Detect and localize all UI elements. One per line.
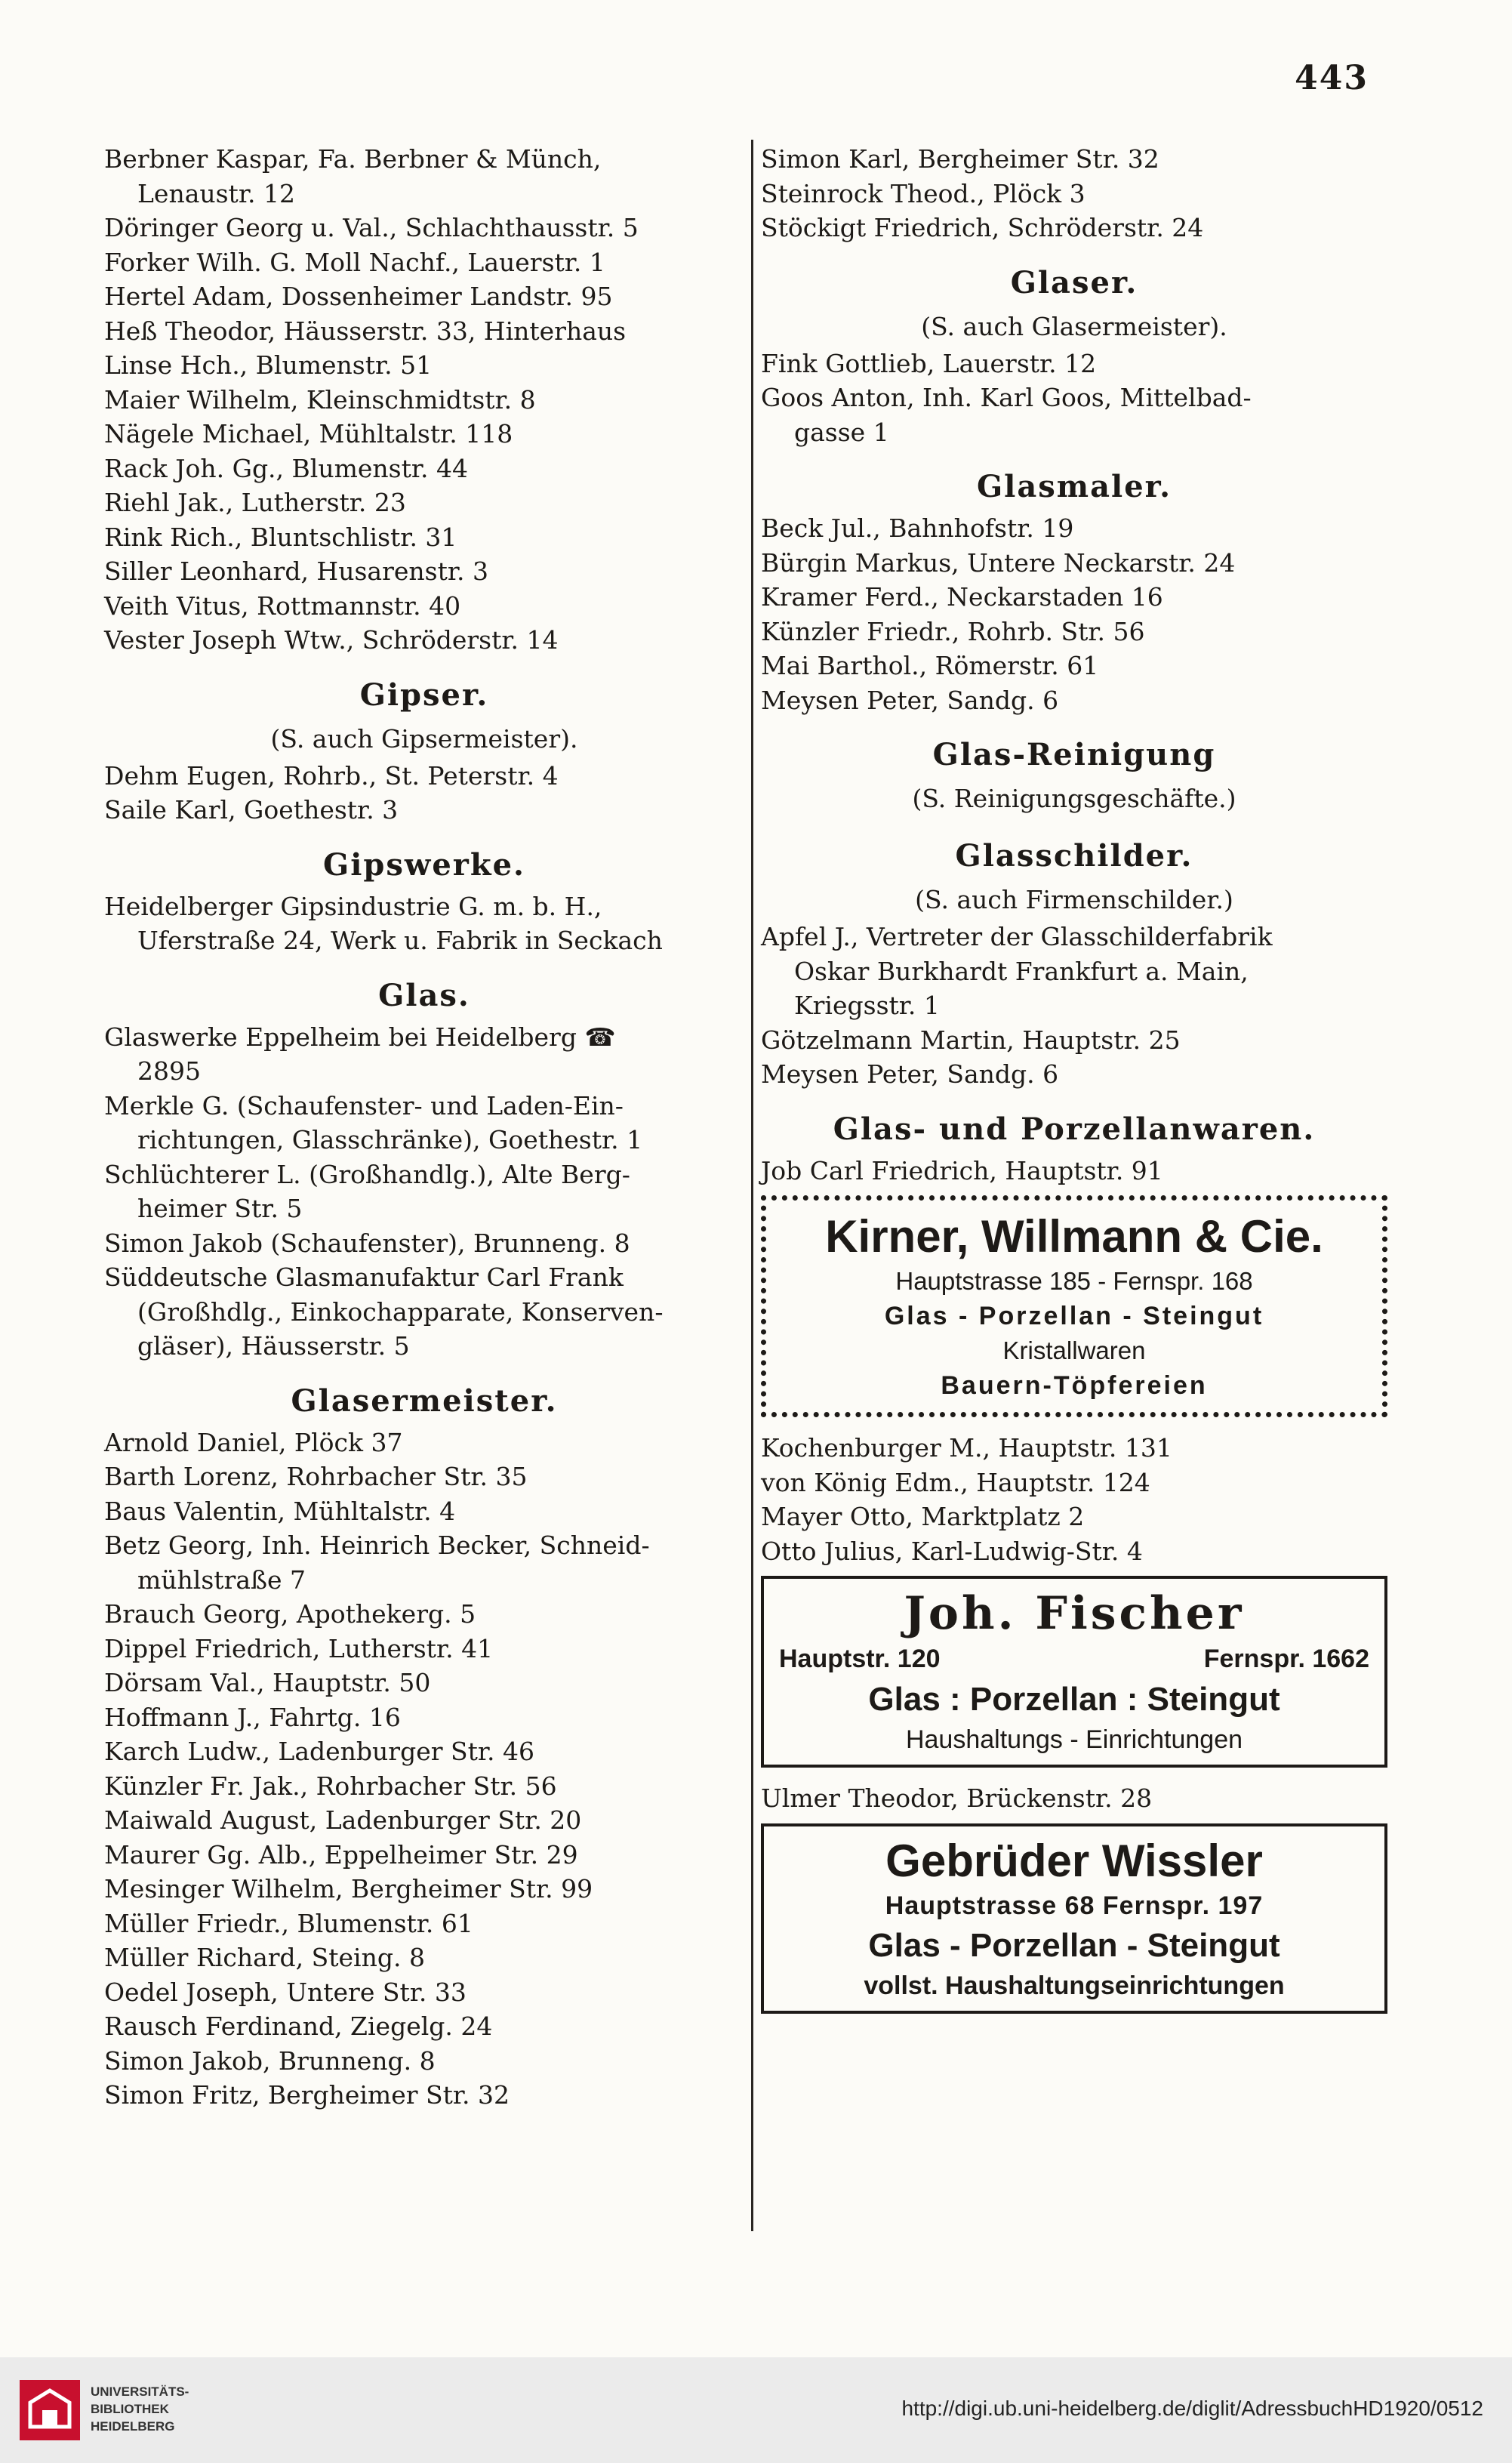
directory-entry: Kochenburger M., Hauptstr. 131	[761, 1433, 1172, 1463]
section-note: (S. auch Gipsermeister).	[270, 723, 578, 754]
spacer	[104, 658, 744, 671]
library-name-line1: UNIVERSITÄTS-	[91, 2384, 189, 2399]
directory-entry: Mayer Otto, Marktplatz 2	[761, 1502, 1085, 1531]
section-note: (S. auch Firmenschilder.)	[915, 885, 1233, 914]
directory-entry: Rausch Ferdinand, Ziegelg. 24	[104, 2011, 493, 2041]
directory-entry: Fink Gottlieb, Lauerstr. 12	[761, 348, 1097, 378]
directory-entry: Riehl Jak., Lutherstr. 23	[104, 488, 406, 517]
right-column	[761, 142, 1387, 2027]
left-column	[104, 142, 744, 2113]
directory-entry: Dehm Eugen, Rohrb., St. Peterstr. 4	[104, 760, 559, 791]
directory-entry-continuation: Lenaustr. 12	[137, 178, 295, 208]
directory-entry: Dippel Friedrich, Lutherstr. 41	[104, 1633, 494, 1663]
directory-entry: Heidelberger Gipsindustrie G. m. b. H.,	[104, 891, 602, 921]
directory-entry: Dörsam Val., Hauptstr. 50	[104, 1668, 431, 1697]
ad-kirner-address: Hauptstrasse 185 - Fernspr. 168	[895, 1267, 1253, 1295]
directory-entry: Müller Friedr., Blumenstr. 61	[104, 1908, 473, 1938]
ad-kirner-name: Kirner, Willmann & Cie.	[825, 1211, 1323, 1262]
directory-entry: Job Carl Friedrich, Hauptstr. 91	[761, 1155, 1163, 1185]
directory-entry: Otto Julius, Karl-Ludwig-Str. 4	[761, 1536, 1143, 1566]
section-heading: Glasmaler.	[976, 469, 1172, 504]
spacer	[761, 717, 1387, 731]
directory-entry: Süddeutsche Glasmanufaktur Carl Frank	[104, 1262, 624, 1292]
column-divider	[751, 140, 753, 2231]
directory-entry: Beck Jul., Bahnhofstr. 19	[761, 513, 1074, 543]
footer-bar	[0, 2357, 1512, 2463]
directory-entry: Rink Rich., Bluntschlistr. 31	[104, 522, 457, 552]
directory-entry: Heß Theodor, Häusserstr. 33, Hinterhaus	[104, 316, 627, 346]
directory-entry: Schlüchterer L. (Großhandlg.), Alte Berg-	[104, 1159, 630, 1189]
section-heading: Gipswerke.	[323, 846, 525, 883]
directory-entry: Mai Barthol., Römerstr. 61	[761, 651, 1099, 680]
directory-entry: Hoffmann J., Fahrtg. 16	[104, 1702, 401, 1732]
directory-entry: Hertel Adam, Dossenheimer Landstr. 95	[104, 282, 613, 311]
directory-entry: Döringer Georg u. Val., Schlachthausstr. 5	[104, 213, 639, 242]
spacer	[761, 245, 1387, 259]
directory-entry-continuation: richtungen, Glasschränke), Goethestr. 1	[137, 1125, 643, 1154]
ad-fischer-sub: Haushaltungs - Einrichtungen	[905, 1725, 1243, 1754]
directory-entry: Meysen Peter, Sandg. 6	[761, 685, 1059, 715]
ad-fischer-phone: Fernspr. 1662	[1203, 1645, 1369, 1673]
ad-kirner-goods: Glas - Porzellan - Steingut	[884, 1302, 1264, 1330]
directory-entry-continuation: gläser), Häusserstr. 5	[137, 1331, 410, 1361]
ad-fischer-address: Hauptstr. 120	[779, 1645, 941, 1673]
university-library-logo-icon	[20, 2380, 80, 2440]
directory-entry: Arnold Daniel, Plöck 37	[104, 1427, 403, 1457]
directory-entry-continuation: gasse 1	[794, 417, 889, 447]
spacer	[761, 1092, 1387, 1105]
directory-entry: von König Edm., Hauptstr. 124	[761, 1467, 1150, 1497]
directory-entry: Berbner Kaspar, Fa. Berbner & Münch,	[104, 144, 602, 174]
ad-wissler-name: Gebrüder Wissler	[885, 1835, 1263, 1886]
directory-entry: Goos Anton, Inh. Karl Goos, Mittelbad-	[761, 383, 1252, 412]
directory-entry: Forker Wilh. G. Moll Nachf., Lauerstr. 1	[104, 247, 605, 277]
directory-entry-continuation: Kriegsstr. 1	[794, 991, 940, 1020]
directory-entry: Simon Jakob, Brunneng. 8	[104, 2045, 436, 2076]
directory-entry: Glaswerke Eppelheim bei Heidelberg ☎	[104, 1022, 616, 1052]
directory-entry: Nägele Michael, Mühltalstr. 118	[104, 419, 513, 449]
directory-entry: Simon Karl, Bergheimer Str. 32	[761, 144, 1159, 174]
library-name-line2: BIBLIOTHEK	[91, 2402, 169, 2416]
ad-kirner-sub: Kristallwaren	[1002, 1336, 1146, 1364]
directory-entry: Meysen Peter, Sandg. 6	[761, 1059, 1059, 1089]
spacer	[761, 818, 1387, 832]
spacer	[104, 828, 744, 841]
directory-entry-continuation: Oskar Burkhardt Frankfurt a. Main,	[794, 956, 1249, 986]
page-number: 443	[1295, 59, 1369, 97]
directory-entry: Maiwald August, Ladenburger Str. 20	[104, 1805, 582, 1835]
directory-entry-continuation: mühlstraße 7	[137, 1564, 306, 1595]
section-heading: Glasermeister.	[291, 1383, 558, 1419]
spacer	[104, 958, 744, 972]
ad-wissler-address: Hauptstrasse 68 Fernspr. 197	[885, 1891, 1264, 1920]
directory-entry: Merkle G. (Schaufenster- und Laden-Ein-	[104, 1090, 624, 1121]
spacer	[104, 1364, 744, 1377]
source-url-link[interactable]: http://digi.ub.uni-heidelberg.de/diglit/AdressbuchHD1920/0512	[901, 2397, 1483, 2420]
directory-entry: Baus Valentin, Mühltalstr. 4	[104, 1496, 456, 1526]
directory-entry: Barth Lorenz, Rohrbacher Str. 35	[104, 1462, 528, 1491]
section-heading: Glasschilder.	[955, 838, 1193, 874]
library-name	[91, 2383, 189, 2435]
directory-entry: Ulmer Theodor, Brückenstr. 28	[761, 1783, 1153, 1813]
ad-joh-fischer	[761, 1576, 1387, 1768]
ad-fischer-goods: Glas : Porzellan : Steingut	[868, 1681, 1280, 1718]
ad-wissler-goods: Glas - Porzellan - Steingut	[868, 1926, 1280, 1964]
directory-entry-continuation: heimer Str. 5	[137, 1194, 303, 1223]
directory-entry: Müller Richard, Steing. 8	[104, 1943, 425, 1972]
spacer	[761, 449, 1387, 463]
directory-entry: Linse Hch., Blumenstr. 51	[104, 350, 433, 380]
directory-entry-continuation: Uferstraße 24, Werk u. Fabrik in Seckach	[137, 926, 663, 955]
directory-entry: Mesinger Wilhelm, Bergheimer Str. 99	[104, 1874, 593, 1904]
section-heading: Glaser.	[1010, 264, 1138, 301]
directory-entry: Künzler Fr. Jak., Rohrbacher Str. 56	[104, 1771, 557, 1801]
directory-entry: Steinrock Theod., Plöck 3	[761, 178, 1085, 208]
directory-entry: Karch Ludw., Ladenburger Str. 46	[104, 1737, 534, 1766]
section-heading: Glas-Reinigung	[932, 737, 1216, 772]
directory-entry: Kramer Ferd., Neckarstaden 16	[761, 582, 1163, 612]
directory-entry: Brauch Georg, Apothekerg. 5	[104, 1599, 476, 1629]
ad-kirner-extra: Bauern-Töpfereien	[941, 1371, 1208, 1400]
directory-entry: Veith Vitus, Rottmannstr. 40	[104, 590, 461, 621]
directory-entry-continuation: 2895	[137, 1056, 201, 1086]
directory-entry: Oedel Joseph, Untere Str. 33	[104, 1977, 467, 2007]
section-note: (S. auch Glasermeister).	[921, 311, 1227, 341]
directory-entry: Saile Karl, Goethestr. 3	[104, 795, 399, 825]
section-note: (S. Reinigungsgeschäfte.)	[912, 784, 1236, 813]
section-heading: Glas- und Porzellanwaren.	[833, 1111, 1316, 1147]
ad-fischer-name: Joh. Fischer	[904, 1587, 1245, 1640]
section-heading: Gipser.	[359, 677, 489, 713]
directory-entry: Maurer Gg. Alb., Eppelheimer Str. 29	[104, 1839, 578, 1870]
directory-entry: Götzelmann Martin, Hauptstr. 25	[761, 1025, 1181, 1055]
ad-kirner-willmann	[761, 1195, 1387, 1417]
directory-entry: Vester Joseph Wtw., Schröderstr. 14	[104, 625, 559, 655]
directory-entry: Maier Wilhelm, Kleinschmidtstr. 8	[104, 384, 536, 415]
directory-entry: Betz Georg, Inh. Heinrich Becker, Schneid-	[104, 1531, 650, 1560]
ad-gebrueder-wissler	[761, 1823, 1387, 2014]
ad-wissler-sub: vollst. Haushaltungseinrichtungen	[864, 1971, 1285, 2000]
section-heading: Glas.	[378, 977, 470, 1013]
directory-entry: Simon Fritz, Bergheimer Str. 32	[104, 2080, 510, 2110]
library-name-line3: HEIDELBERG	[91, 2419, 175, 2434]
directory-entry: Stöckigt Friedrich, Schröderstr. 24	[761, 213, 1204, 242]
directory-entry-continuation: (Großhdlg., Einkochapparate, Konserven-	[137, 1296, 664, 1327]
directory-entry: Rack Joh. Gg., Blumenstr. 44	[104, 453, 468, 483]
directory-entry: Bürgin Markus, Untere Neckarstr. 24	[761, 547, 1236, 578]
directory-entry: Künzler Friedr., Rohrb. Str. 56	[761, 616, 1145, 646]
directory-entry: Apfel J., Vertreter der Glasschilderfabrik	[761, 922, 1273, 951]
directory-entry: Simon Jakob (Schaufenster), Brunneng. 8	[104, 1228, 630, 1258]
directory-entry: Siller Leonhard, Husarenstr. 3	[104, 556, 488, 586]
